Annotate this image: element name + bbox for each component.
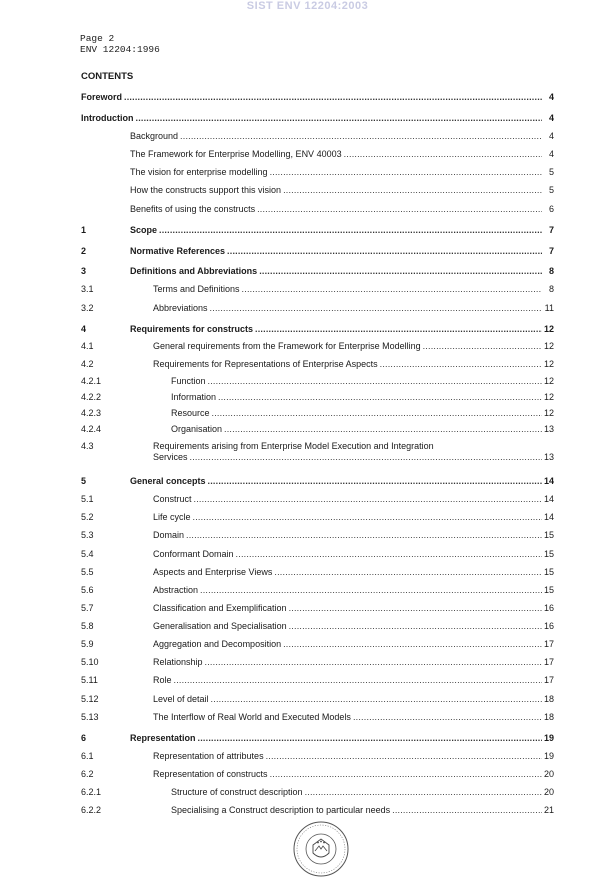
toc-leader-dots [283,639,542,650]
toc-entry-page: 12 [543,376,554,386]
toc-entry-page: 14 [543,494,554,504]
toc-leader-dots [274,567,542,578]
toc-entry-page: 11 [544,303,554,313]
toc-entry-number: 4.1 [81,341,94,351]
toc-entry-page: 8 [548,284,554,294]
toc-entry-number: 6.2.1 [81,787,102,797]
toc-entry-page: 18 [543,694,554,704]
toc-entry-number: 5.3 [81,530,94,540]
toc-entry-page: 4 [548,113,554,123]
toc-leader-dots [218,392,542,403]
toc-entry-title: Representation of constructs [153,769,268,779]
toc-entry-title: Terms and Definitions [153,284,240,294]
toc-entry-title: Role [153,675,172,685]
toc-entry-number: 5.10 [81,657,99,667]
page-number: Page 2 [80,33,115,44]
toc-leader-dots [194,494,542,505]
toc-leader-dots [266,751,542,762]
toc-entry-number: 5.1 [81,494,94,504]
document-id: ENV 12204:1996 [80,44,160,55]
toc-entry-title: How the constructs support this vision [130,185,282,195]
toc-leader-dots [212,408,542,419]
toc-leader-dots [257,204,542,215]
toc-entry-number: 5.9 [81,639,94,649]
toc-entry-title: Domain [153,530,185,540]
toc-entry-page: 12 [543,341,554,351]
toc-entry-title: Conformant Domain [153,549,234,559]
toc-entry-title: Background [130,131,179,141]
toc-leader-dots [255,324,542,335]
toc-entry-title: Relationship [153,657,203,667]
toc-leader-dots [283,185,542,196]
toc-leader-dots [289,621,542,632]
toc-entry-page: 4 [548,131,554,141]
toc-entry-number: 4.2.4 [81,424,102,434]
toc-entry-page: 13 [543,452,554,462]
toc-entry-title: Representation of attributes [153,751,264,761]
toc-leader-dots [124,92,542,103]
toc-leader-dots [227,246,542,257]
toc-entry-number: 1 [81,225,87,235]
institute-seal-icon [288,819,354,879]
toc-entry-title: Information [171,392,217,402]
toc-entry-number: 5.13 [81,712,99,722]
toc-entry-page: 17 [543,675,554,685]
toc-entry-title: Structure of construct description [171,787,303,797]
toc-entry-title: Organisation [171,424,223,434]
toc-entry-page: 15 [543,567,554,577]
toc-entry-number: 4.2 [81,359,94,369]
toc-entry-title: Representation [130,733,196,743]
toc-entry[interactable] [81,441,554,463]
toc-entry-number: 5.2 [81,512,94,522]
toc-entry-number: 6 [81,733,87,743]
toc-entry-page: 4 [548,92,554,102]
toc-entry-title: Specialising a Construct description to particular needs [171,805,391,815]
toc-entry-number: 3 [81,266,87,276]
toc-leader-dots [236,549,542,560]
toc-entry-page: 5 [548,185,554,195]
toc-entry-page: 12 [543,408,554,418]
toc-leader-dots [344,149,542,160]
contents-title: CONTENTS [81,71,134,82]
toc-entry-page: 17 [543,639,554,649]
toc-entry-page: 13 [543,424,554,434]
toc-entry-title: Abstraction [153,585,199,595]
toc-entry-title: Definitions and Abbreviations [130,266,258,276]
toc-entry-number: 4 [81,324,87,334]
toc-entry-title: Level of detail [153,694,209,704]
toc-entry-page: 7 [548,246,554,256]
toc-entry-number: 6.1 [81,751,94,761]
toc-leader-dots [198,733,542,744]
toc-leader-dots [205,657,542,668]
toc-entry-page: 15 [543,530,554,540]
toc-entry-title: Function [171,376,206,386]
toc-leader-dots [208,376,542,387]
toc-entry-number: 6.2.2 [81,805,102,815]
toc-entry-number: 5 [81,476,87,486]
toc-entry-number: 3.2 [81,303,94,313]
toc-leader-dots [423,341,542,352]
toc-entry-title: Construct [153,494,192,504]
toc-entry-page: 17 [543,657,554,667]
toc-entry-number: 5.7 [81,603,94,613]
toc-entry-page: 16 [543,621,554,631]
toc-entry-page: 7 [548,225,554,235]
toc-entry-title: Resource [171,408,210,418]
toc-leader-dots [180,131,542,142]
toc-entry-page: 19 [543,733,554,743]
toc-entry-page: 18 [543,712,554,722]
toc-entry-title: Requirements arising from Enterprise Model Execution and Integration [153,441,434,451]
toc-entry-number: 5.5 [81,567,94,577]
toc-entry-title: Requirements for constructs [130,324,254,334]
toc-entry-page: 12 [543,324,554,334]
toc-entry-title: Generalisation and Specialisation [153,621,287,631]
toc-entry-page: 21 [543,805,554,815]
toc-leader-dots [289,603,542,614]
toc-entry-title: The Framework for Enterprise Modelling, ENV 40003 [130,149,342,159]
toc-leader-dots [186,530,542,541]
toc-entry-page: 19 [543,751,554,761]
toc-leader-dots [270,769,542,780]
toc-entry-title: Scope [130,225,158,235]
toc-leader-dots [159,225,542,236]
toc-leader-dots [270,167,542,178]
toc-entry-page: 15 [543,549,554,559]
toc-leader-dots [242,284,542,295]
toc-entry-title: Introduction [81,113,134,123]
toc-entry-number: 3.1 [81,284,94,294]
toc-leader-dots [259,266,542,277]
toc-entry-title: The Interflow of Real World and Executed Models [153,712,351,722]
toc-leader-dots [353,712,542,723]
toc-leader-dots [392,805,542,816]
toc-entry-page: 12 [543,359,554,369]
toc-leader-dots [174,675,542,686]
toc-entry-page: 12 [543,392,554,402]
toc-entry-page: 4 [548,149,554,159]
toc-entry-number: 5.11 [81,675,98,685]
toc-entry-number: 6.2 [81,769,94,779]
toc-entry-page: 8 [548,266,554,276]
toc-entry-page: 5 [548,167,554,177]
toc-entry-number: 4.2.1 [81,376,102,386]
toc-leader-dots [211,694,542,705]
toc-entry-title: Normative References [130,246,226,256]
toc-leader-dots [224,424,542,435]
toc-leader-dots [380,359,542,370]
toc-entry-title: Abbreviations [153,303,208,313]
toc-entry-title: The vision for enterprise modelling [130,167,268,177]
toc-entry-title: Benefits of using the constructs [130,204,256,214]
watermark: SIST ENV 12204:2003 [246,0,369,12]
toc-entry-page: 16 [543,603,554,613]
toc-entry-page: 20 [543,787,554,797]
toc-entry-number: 4.2.3 [81,408,102,418]
toc-entry-number: 5.4 [81,549,94,559]
toc-leader-dots [210,303,542,314]
toc-leader-dots [190,452,542,463]
toc-entry-page: 14 [543,476,554,486]
toc-entry-number: 5.12 [81,694,99,704]
toc-leader-dots [208,476,542,487]
toc-entry-number: 5.6 [81,585,94,595]
toc-leader-dots [136,113,543,124]
toc-entry-number: 4.3 [81,441,94,451]
toc-leader-dots [193,512,542,523]
toc-entry-title: General concepts [130,476,206,486]
toc-entry-title: Life cycle [153,512,191,522]
toc-entry-page: 15 [543,585,554,595]
toc-entry-title: Requirements for Representations of Enterprise Aspects [153,359,378,369]
toc-entry-page: 6 [548,204,554,214]
toc-entry-title: Aggregation and Decomposition [153,639,282,649]
toc-entry-title: Foreword [81,92,123,102]
toc-entry-number: 2 [81,246,87,256]
toc-entry-page: 14 [543,512,554,522]
toc-entry-title: Aspects and Enterprise Views [153,567,273,577]
toc-entry-number: 5.8 [81,621,94,631]
toc-entry-title: General requirements from the Framework for Enterprise Modelling [153,341,421,351]
toc-entry-title-continued: Services [153,452,188,462]
toc-entry-page: 20 [543,769,554,779]
toc-leader-dots [305,787,542,798]
toc-leader-dots [200,585,542,596]
toc-entry-number: 4.2.2 [81,392,102,402]
toc-entry-title: Classification and Exemplification [153,603,287,613]
